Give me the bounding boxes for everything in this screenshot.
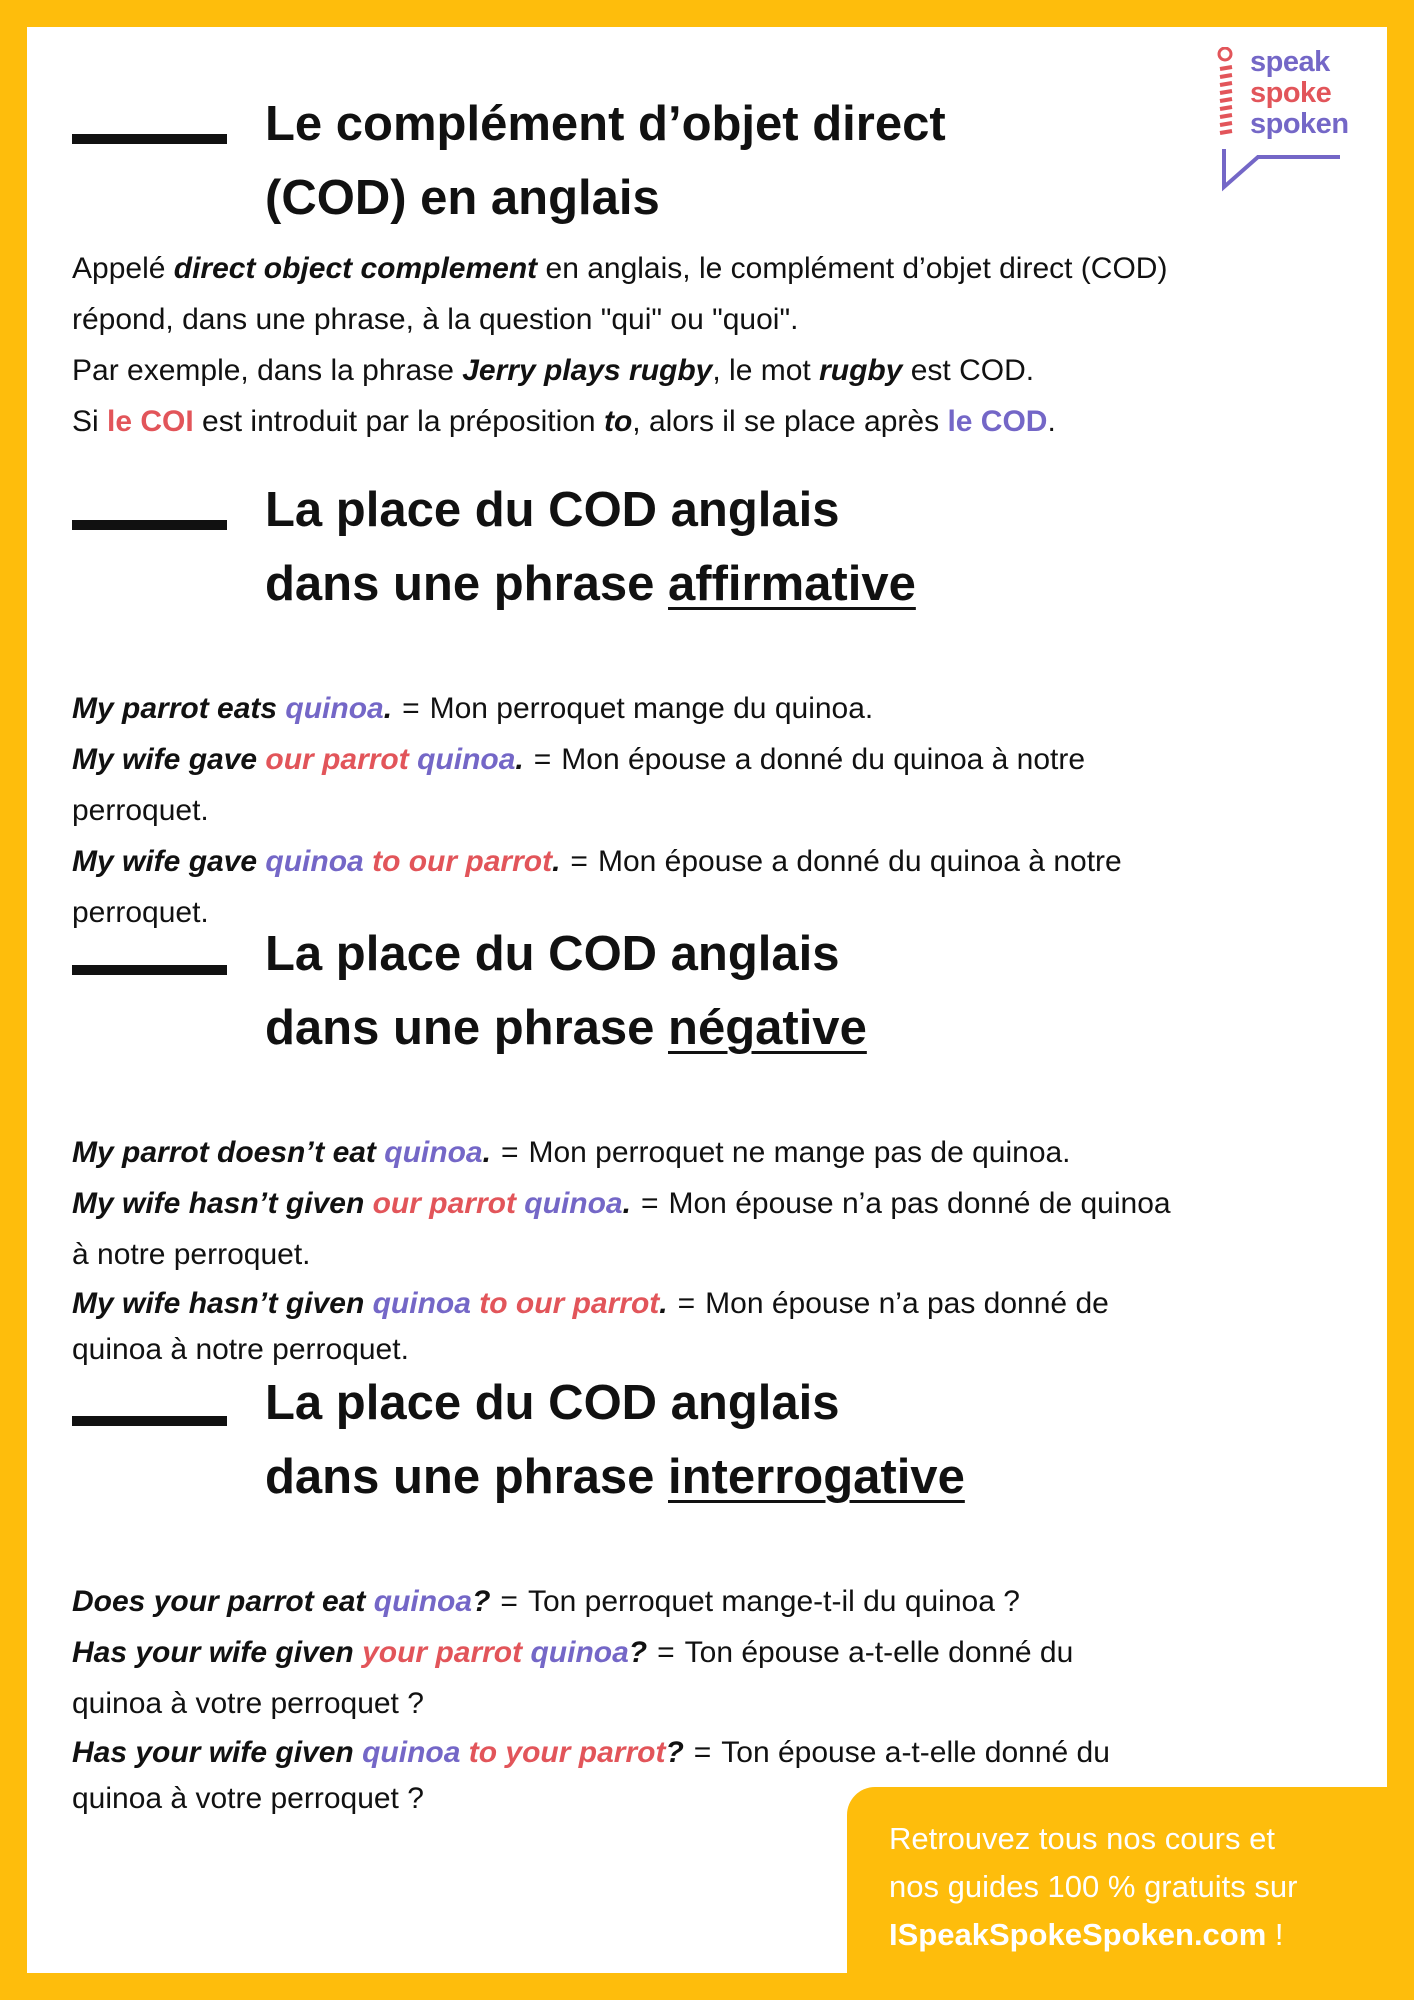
example-line-cont: quinoa à notre perroquet. [72, 1333, 409, 1366]
logo-word-spoke: spoke [1250, 77, 1332, 109]
example-line-cont: à notre perroquet. [72, 1238, 311, 1271]
intro-paragraph [72, 243, 1362, 447]
section-affirmative-examples [72, 683, 1362, 938]
section-interrogative-examples [72, 1576, 1362, 1821]
intro-line-2: répond, dans une phrase, à la question "qui" ou "quoi". [72, 303, 799, 336]
intro-line-1: Appelé direct object complement en anglais, le complément d’objet direct (COD) [72, 252, 1168, 285]
example-line-cont: perroquet. [72, 896, 209, 929]
section-title: La place du COD anglais dans une phrase interrogative [265, 1376, 965, 1504]
logo[interactable] [1216, 47, 1351, 197]
section-bar [72, 1416, 227, 1426]
section-interrogative-heading [72, 1360, 1132, 1520]
logo-word-spoken: spoken [1250, 108, 1349, 140]
logo-i-icon [1216, 47, 1248, 147]
logo-wordmark [1250, 47, 1349, 140]
example-line: Has your wife given quinoa to your parrot? = Ton épouse a-t-elle donné du [72, 1736, 1110, 1769]
footer-line-3: ISpeakSpokeSpoken.com ! [889, 1917, 1284, 1952]
section-negative-examples [72, 1127, 1362, 1372]
intro-line-3: Par exemple, dans la phrase Jerry plays rugby, le mot rugby est COD. [72, 354, 1035, 387]
section-affirmative-heading [72, 467, 1132, 627]
title-bar [72, 134, 227, 144]
footer-callout [847, 1787, 1387, 1973]
title-block [72, 69, 1132, 229]
title-line-2: (COD) en anglais [265, 171, 660, 225]
example-line: My wife gave quinoa to our parrot. = Mon épouse a donné du quinoa à notre [72, 845, 1122, 878]
logo-word-speak: speak [1250, 46, 1330, 78]
page [27, 27, 1387, 1973]
footer-site-link[interactable]: ISpeakSpokeSpoken.com [889, 1917, 1267, 1952]
section-bar [72, 965, 227, 975]
example-line: My wife hasn’t given our parrot quinoa. = Mon épouse n’a pas donné de quinoa [72, 1187, 1171, 1220]
section-title: La place du COD anglais dans une phrase affirmative [265, 483, 916, 611]
example-line-cont: quinoa à votre perroquet ? [72, 1782, 424, 1815]
example-line: Does your parrot eat quinoa? = Ton perroquet mange-t-il du quinoa ? [72, 1585, 1020, 1618]
example-line: My wife hasn’t given quinoa to our parrot. = Mon épouse n’a pas donné de [72, 1287, 1109, 1320]
example-line: Has your wife given your parrot quinoa? = Ton épouse a-t-elle donné du [72, 1636, 1074, 1669]
footer-line-2: nos guides 100 % gratuits sur [889, 1869, 1298, 1904]
section-bar [72, 520, 227, 530]
speech-bubble-icon [1222, 147, 1342, 192]
example-line-cont: perroquet. [72, 794, 209, 827]
title-line-1: Le complément d’objet direct [265, 97, 946, 151]
example-line-cont: quinoa à votre perroquet ? [72, 1687, 424, 1720]
footer-line-1: Retrouvez tous nos cours et [889, 1821, 1275, 1856]
intro-line-4: Si le COI est introduit par la préposition to, alors il se place après le COD. [72, 405, 1056, 438]
example-line: My parrot doesn’t eat quinoa. = Mon perroquet ne mange pas de quinoa. [72, 1136, 1071, 1169]
example-line: My parrot eats quinoa. = Mon perroquet mange du quinoa. [72, 692, 874, 725]
example-line: My wife gave our parrot quinoa. = Mon épouse a donné du quinoa à notre [72, 743, 1086, 776]
section-title: La place du COD anglais dans une phrase négative [265, 927, 867, 1055]
page-title [265, 87, 946, 235]
section-negative-heading [72, 911, 1132, 1071]
